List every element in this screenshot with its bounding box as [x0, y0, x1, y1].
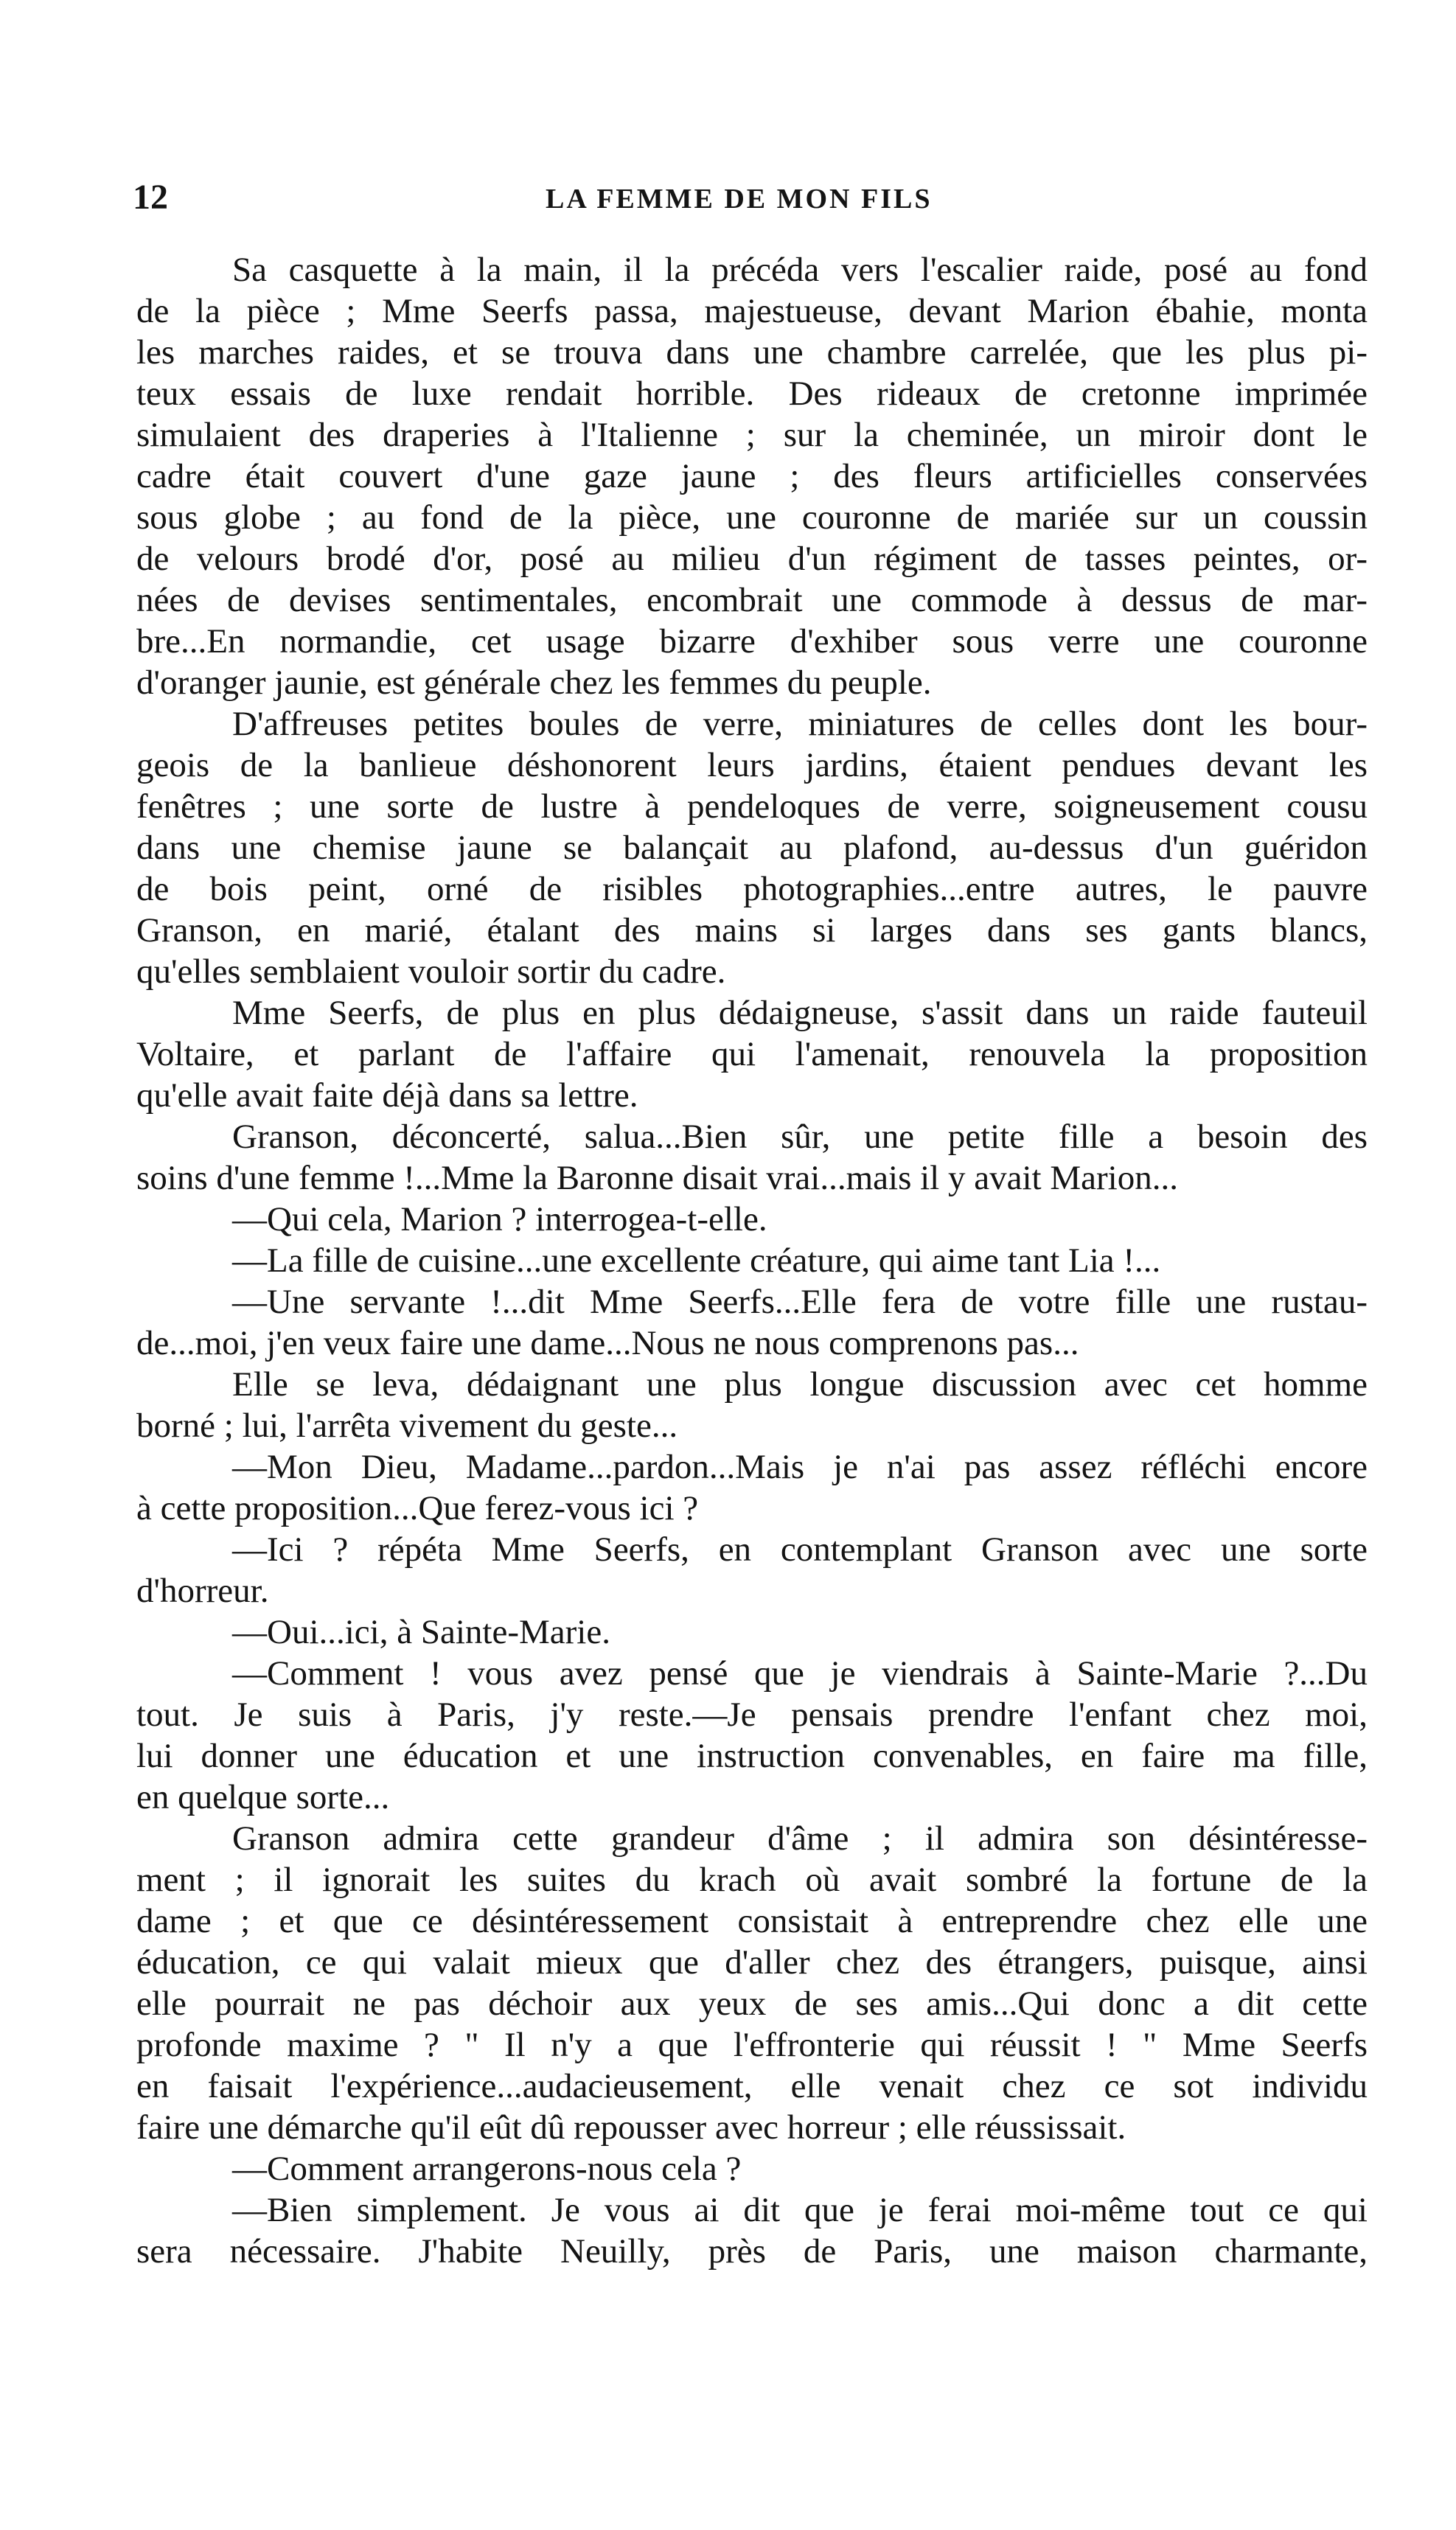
text-line: de...moi, j'en veux faire une dame...Nous ne nous comprenons pas... — [136, 1324, 1079, 1362]
text-line: Elle se leva, dédaignant une plus longue discussion avec cet homme — [232, 1365, 1368, 1404]
text-line: sous globe ; au fond de la pièce, une couronne de mariée sur un coussin — [136, 498, 1368, 537]
text-line: —Une servante !...dit Mme Seerfs...Elle fera de votre fille une rustau- — [232, 1283, 1368, 1321]
text-line: dame ; et que ce désintéressement consistait à entreprendre chez elle une — [136, 1902, 1368, 1940]
text-line: elle pourrait ne pas déchoir aux yeux de ses amis...Qui donc a dit cette — [136, 1984, 1368, 2023]
text-line: teux essais de luxe rendait horrible. Des rideaux de cretonne imprimée — [136, 374, 1368, 413]
text-line: —Ici ? répéta Mme Seerfs, en contemplant Granson avec une sorte — [232, 1530, 1368, 1569]
text-line: sera nécessaire. J'habite Neuilly, près de Paris, une maison charmante, — [136, 2232, 1368, 2271]
text-line: —Bien simplement. Je vous ai dit que je ferai moi-même tout ce qui — [232, 2191, 1368, 2229]
text-line: qu'elle avait faite déjà dans sa lettre. — [136, 1076, 638, 1115]
text-line: de velours brodé d'or, posé au milieu d'un régiment de tasses peintes, or- — [136, 540, 1368, 578]
text-line: Granson, déconcerté, salua...Bien sûr, une petite fille a besoin des — [232, 1118, 1368, 1156]
text-line: Granson, en marié, étalant des mains si larges dans ses gants blancs, — [136, 911, 1368, 949]
text-line: dans une chemise jaune se balançait au plafond, au-dessus d'un guéridon — [136, 829, 1368, 867]
text-line: —La fille de cuisine...une excellente créature, qui aime tant Lia !... — [232, 1241, 1161, 1280]
body-text — [136, 249, 1368, 2272]
text-line: fenêtres ; une sorte de lustre à pendeloques de verre, soigneusement cousu — [136, 787, 1368, 826]
text-line: à cette proposition...Que ferez-vous ici ? — [136, 1489, 699, 1527]
text-line: —Qui cela, Marion ? interrogea-t-elle. — [232, 1200, 767, 1238]
text-line: cadre était couvert d'une gaze jaune ; des fleurs artificielles conservées — [136, 457, 1368, 495]
text-line: Mme Seerfs, de plus en plus dédaigneuse, s'assit dans un raide fauteuil — [232, 994, 1368, 1032]
running-head — [133, 177, 1338, 229]
running-title: LA FEMME DE MON FILS — [546, 184, 933, 215]
text-line: qu'elles semblaient vouloir sortir du cadre. — [136, 952, 726, 991]
text-line: Voltaire, et parlant de l'affaire qui l'amenait, renouvela la proposition — [136, 1035, 1368, 1073]
text-line: borné ; lui, l'arrêta vivement du geste... — [136, 1407, 678, 1445]
text-line: profonde maxime ? " Il n'y a que l'effronterie qui réussit ! " Mme Seerfs — [136, 2026, 1368, 2064]
text-line: d'horreur. — [136, 1572, 269, 1610]
text-line: Granson admira cette grandeur d'âme ; il admira son désintéresse- — [232, 1819, 1368, 1858]
text-line: en faisait l'expérience...audacieusement, elle venait chez ce sot individu — [136, 2067, 1368, 2105]
text-line: d'oranger jaunie, est générale chez les femmes du peuple. — [136, 663, 932, 702]
text-line: lui donner une éducation et une instruction convenables, en faire ma fille, — [136, 1737, 1368, 1775]
text-line: Sa casquette à la main, il la précéda vers l'escalier raide, posé au fond — [232, 251, 1368, 289]
text-line: éducation, ce qui valait mieux que d'aller chez des étrangers, puisque, ainsi — [136, 1943, 1368, 1982]
page-number: 12 — [133, 178, 168, 217]
text-line: D'affreuses petites boules de verre, miniatures de celles dont les bour- — [232, 705, 1368, 743]
text-line: —Mon Dieu, Madame...pardon...Mais je n'ai pas assez réfléchi encore — [232, 1448, 1368, 1486]
text-line: faire une démarche qu'il eût dû repousser avec horreur ; elle réussissait. — [136, 2108, 1126, 2147]
text-line: ment ; il ignorait les suites du krach où avait sombré la fortune de la — [136, 1861, 1368, 1899]
text-line: —Comment arrangerons-nous cela ? — [232, 2150, 742, 2188]
text-line: tout. Je suis à Paris, j'y reste.—Je pensais prendre l'enfant chez moi, — [136, 1696, 1368, 1734]
text-line: de bois peint, orné de risibles photographies...entre autres, le pauvre — [136, 870, 1368, 908]
text-line: —Comment ! vous avez pensé que je viendrais à Sainte-Marie ?...Du — [232, 1654, 1368, 1693]
text-line: bre...En normandie, cet usage bizarre d'exhiber sous verre une couronne — [136, 622, 1368, 661]
text-line: nées de devises sentimentales, encombrait une commode à dessus de mar- — [136, 581, 1368, 619]
text-line: les marches raides, et se trouva dans une chambre carrelée, que les plus pi- — [136, 333, 1368, 372]
text-line: —Oui...ici, à Sainte-Marie. — [232, 1613, 610, 1651]
text-line: geois de la banlieue déshonorent leurs jardins, étaient pendues devant les — [136, 746, 1368, 784]
text-line: soins d'une femme !...Mme la Baronne disait vrai...mais il y avait Marion... — [136, 1159, 1178, 1197]
text-line: simulaient des draperies à l'Italienne ; sur la cheminée, un miroir dont le — [136, 416, 1368, 454]
text-line: en quelque sorte... — [136, 1778, 390, 1816]
text-line: de la pièce ; Mme Seerfs passa, majestueuse, devant Marion ébahie, monta — [136, 292, 1368, 330]
